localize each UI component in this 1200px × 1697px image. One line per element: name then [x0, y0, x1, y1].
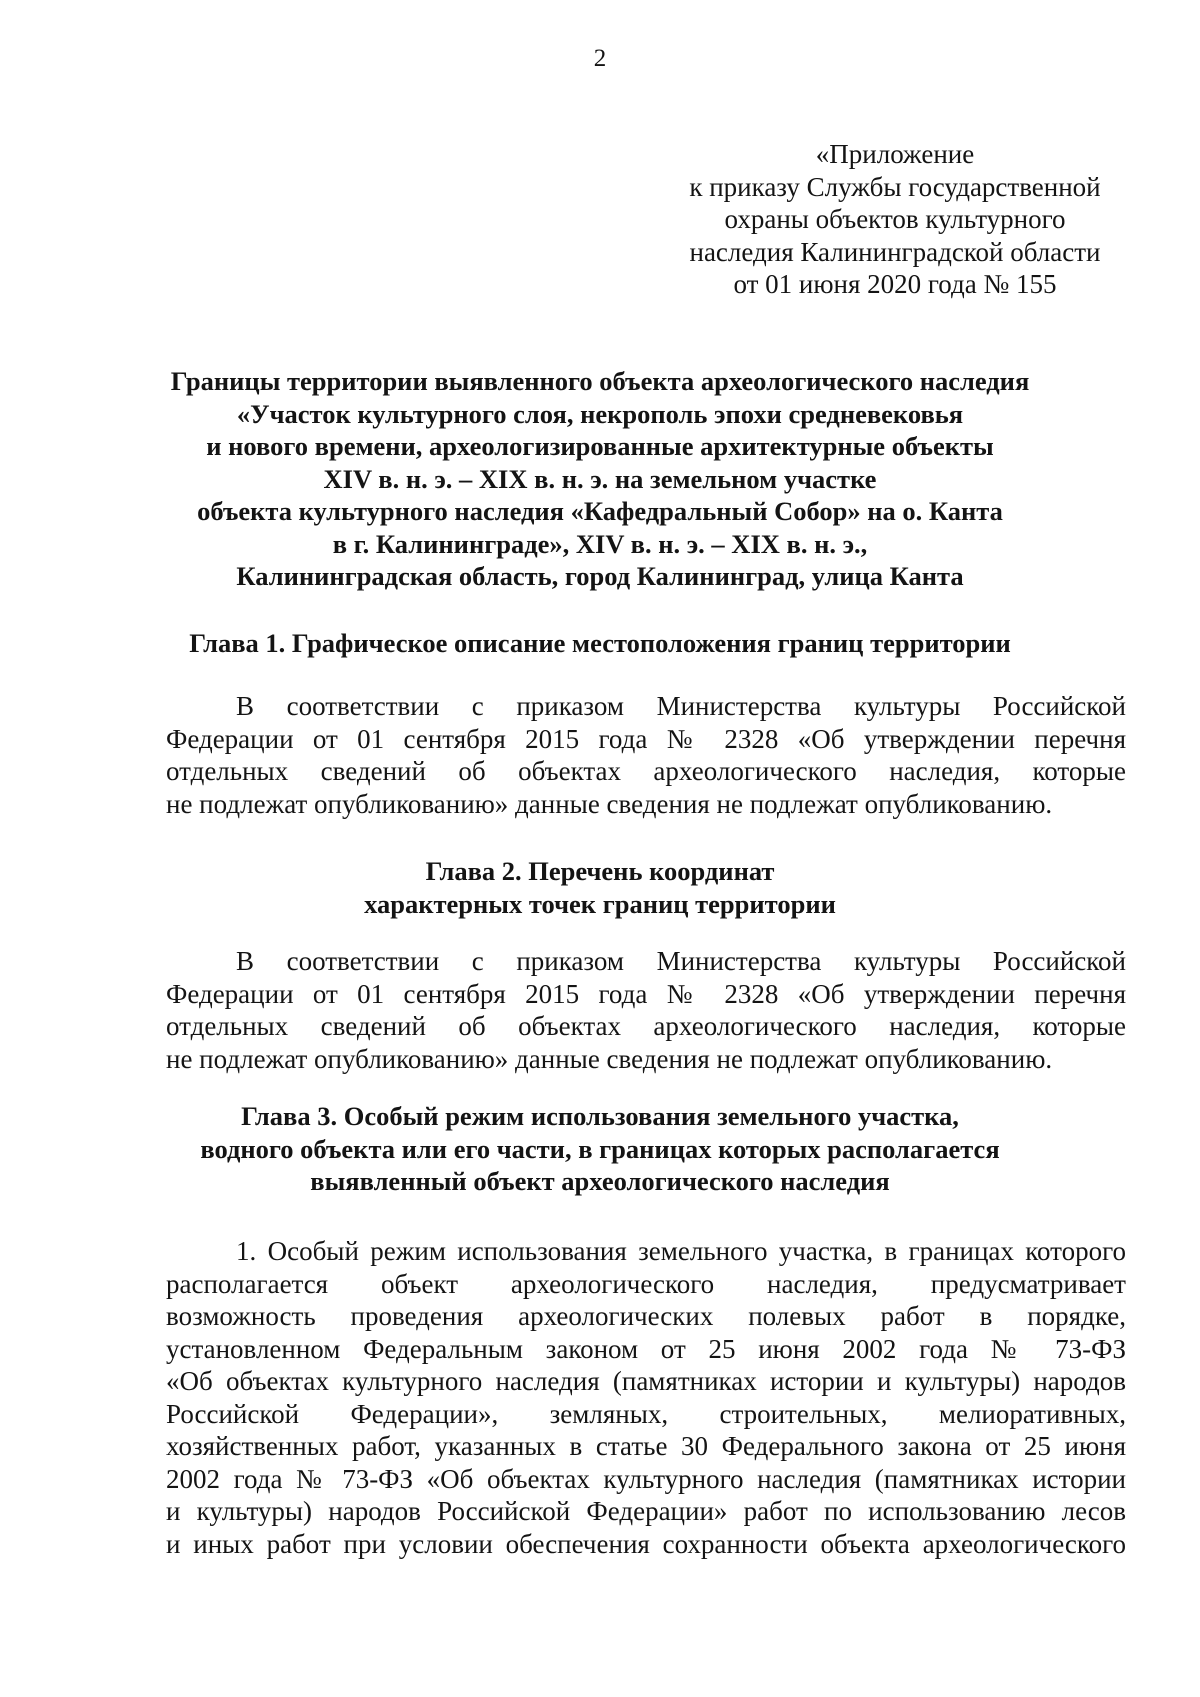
appendix-header — [660, 138, 1130, 301]
chapter-1-heading — [100, 627, 1100, 660]
appendix-line: к приказу Службы государственной — [689, 171, 1101, 202]
paragraph-line: отдельных сведений об объектах археологического наследия, которые — [166, 756, 1126, 786]
chapter-heading-line: выявленный объект археологического наследия — [310, 1166, 890, 1196]
paragraph-line: возможность проведения археологических полевых работ в порядке, — [166, 1301, 1126, 1331]
paragraph-line: В соответствии с приказом Министерства культуры Российской — [236, 691, 1126, 721]
paragraph-line: и культуры) народов Российской Федерации» работ по использованию лесов — [166, 1496, 1126, 1526]
paragraph-line: располагается объект археологического наследия, предусматривает — [166, 1268, 1126, 1299]
page-number: 2 — [593, 45, 607, 72]
paragraph-line: не подлежат опубликованию» данные сведения не подлежат опубликованию. — [166, 788, 1053, 819]
title-line: Калининградская область, город Калининград, улица Канта — [236, 561, 964, 591]
paragraph-line: 2002 года № 73-ФЗ «Об объектах культурного наследия (памятниках истории — [166, 1463, 1126, 1494]
chapter-3-paragraph — [166, 1235, 1126, 1560]
title-line: «Участок культурного слоя, некрополь эпохи средневековья — [236, 398, 964, 429]
paragraph-line: отдельных сведений об объектах археологического наследия, которые — [166, 1011, 1126, 1041]
paragraph-line: Российской Федерации», земляных, строительных, мелиоративных, — [166, 1398, 1126, 1429]
chapter-heading-line: Глава 3. Особый режим использования земельного участка, — [241, 1101, 959, 1131]
chapter-heading-line: Глава 1. Графическое описание местоположения границ территории — [189, 628, 1011, 658]
paragraph-line: 1. Особый режим использования земельного участка, в границах которого — [236, 1236, 1126, 1266]
paragraph-line: «Об объектах культурного наследия (памятниках истории и культуры) народов — [166, 1366, 1126, 1396]
title-line: Границы территории выявленного объекта археологического наследия — [170, 366, 1030, 396]
title-line: и нового времени, археологизированные архитектурные объекты — [206, 431, 994, 461]
paragraph-line: хозяйственных работ, указанных в статье 30 Федерального закона от 25 июня — [166, 1431, 1126, 1461]
paragraph-line: В соответствии с приказом Министерства культуры Российской — [236, 946, 1126, 976]
chapter-heading-line: характерных точек границ территории — [364, 888, 836, 919]
title-line: объекта культурного наследия «Кафедральный Собор» на о. Канта — [197, 496, 1003, 526]
chapter-2-paragraph — [166, 945, 1126, 1075]
document-title — [100, 365, 1100, 593]
title-line: в г. Калининграде», XIV в. н. э. – XIX в. н. э., — [332, 528, 868, 559]
paragraph-line: Федерации от 01 сентября 2015 года № 2328 «Об утверждении перечня — [166, 723, 1126, 754]
appendix-line: охраны объектов культурного — [724, 204, 1066, 234]
paragraph-line: Федерации от 01 сентября 2015 года № 2328 «Об утверждении перечня — [166, 978, 1126, 1009]
chapter-heading-line: Глава 2. Перечень координат — [425, 856, 775, 886]
title-line: XIV в. н. э. – XIX в. н. э. на земельном участке — [323, 463, 877, 494]
paragraph-line: и иных работ при условии обеспечения сохранности объекта археологического — [166, 1528, 1126, 1559]
chapter-3-heading — [100, 1100, 1100, 1198]
chapter-heading-line: водного объекта или его части, в границах которых располагается — [200, 1133, 1000, 1164]
appendix-line: «Приложение — [815, 139, 975, 169]
paragraph-line: установленном Федеральным законом от 25 июня 2002 года № 73-ФЗ — [166, 1333, 1126, 1364]
chapter-1-paragraph — [166, 690, 1126, 820]
appendix-line: наследия Калининградской области — [689, 236, 1101, 267]
paragraph-line: не подлежат опубликованию» данные сведения не подлежат опубликованию. — [166, 1043, 1053, 1074]
appendix-line: от 01 июня 2020 года № 155 — [733, 269, 1057, 299]
chapter-2-heading — [100, 855, 1100, 920]
